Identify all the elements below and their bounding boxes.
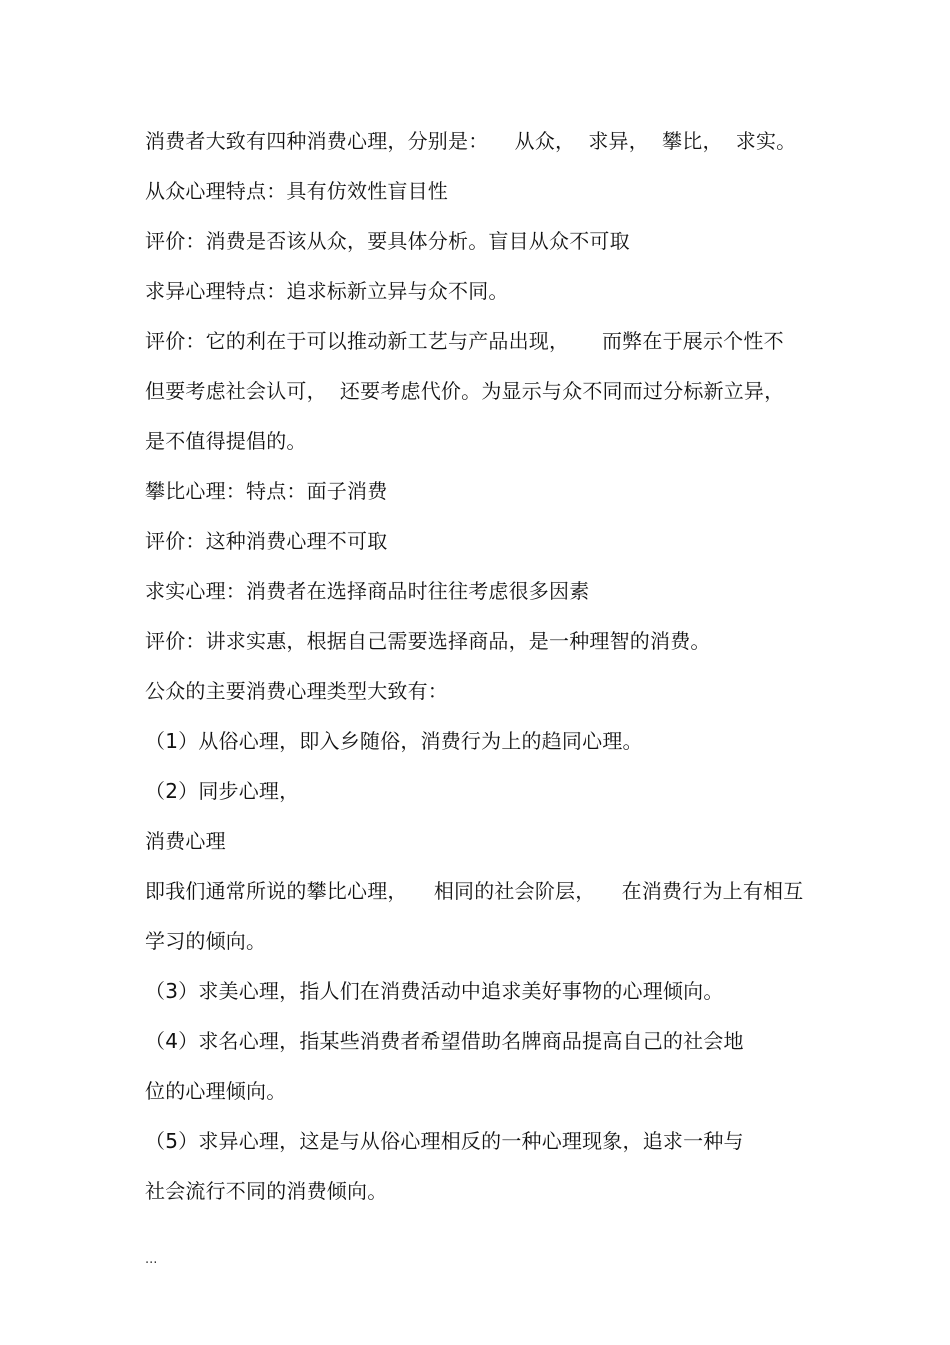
text-line: 是不值得提倡的。 xyxy=(145,429,307,453)
text-line: （3）求美心理，指人们在消费活动中追求美好事物的心理倾向。 xyxy=(145,979,724,1003)
text-line: 社会流行不同的消费倾向。 xyxy=(145,1179,388,1203)
text-line: 公众的主要消费心理类型大致有： xyxy=(145,679,448,703)
text-line: 消费心理 xyxy=(145,829,226,853)
text-line: 评价：讲求实惠，根据自己需要选择商品，是一种理智的消费。 xyxy=(145,629,711,653)
text-line: 求实心理：消费者在选择商品时往往考虑很多因素 xyxy=(145,579,590,603)
text-line: 攀比心理：特点：面子消费 xyxy=(145,479,388,503)
text-line: 评价：它的利在于可以推动新工艺与产品出现， 而弊在于展示个性不 xyxy=(145,329,784,353)
text-line: 即我们通常所说的攀比心理， 相同的社会阶层， 在消费行为上有相互 xyxy=(145,879,804,903)
text-line: 评价：这种消费心理不可取 xyxy=(145,529,388,553)
text-line: 从众心理特点：具有仿效性盲目性 xyxy=(145,179,448,203)
text-line: （2）同步心理， xyxy=(145,779,300,803)
text-line: 位的心理倾向。 xyxy=(145,1079,287,1103)
text-line: 求异心理特点：追求标新立异与众不同。 xyxy=(145,279,509,303)
text-line: 学习的倾向。 xyxy=(145,929,267,953)
text-line: （4）求名心理，指某些消费者希望借助名牌商品提高自己的社会地 xyxy=(145,1029,744,1053)
text-line: 评价：消费是否该从众，要具体分析。盲目从众不可取 xyxy=(145,229,630,253)
text-line: （1）从俗心理，即入乡随俗，消费行为上的趋同心理。 xyxy=(145,729,643,753)
page-footer-mark: ... xyxy=(145,1252,158,1267)
text-line: 消费者大致有四种消费心理，分别是： 从众， 求异， 攀比， 求实。 xyxy=(145,129,797,153)
text-line: （5）求异心理，这是与从俗心理相反的一种心理现象，追求一种与 xyxy=(145,1129,744,1153)
text-line: 但要考虑社会认可， 还要考虑代价。为显示与众不同而过分标新立异， xyxy=(145,379,785,403)
